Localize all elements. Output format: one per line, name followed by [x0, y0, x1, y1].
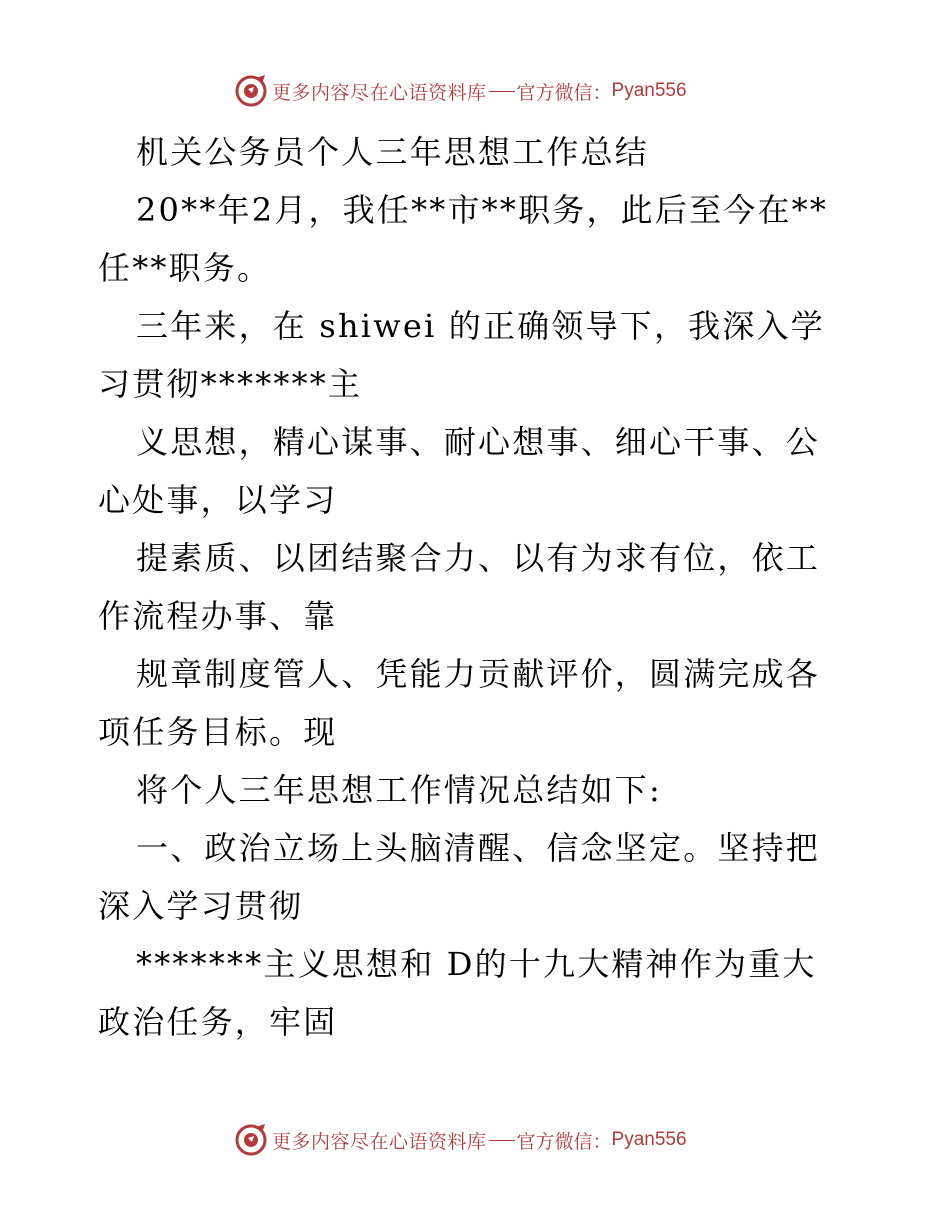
watermark-separator	[489, 91, 515, 92]
document-body	[98, 123, 850, 1051]
wechat-label: 官方微信：	[516, 81, 612, 104]
paragraph: 20**年2月，我任**市**职务，此后至今在**任**职务。	[98, 191, 829, 287]
watermark-separator	[489, 1140, 515, 1141]
footer-watermark	[234, 1122, 687, 1158]
watermark-text: 更多内容尽在心语资料库	[272, 1130, 487, 1153]
wechat-id: Pyan556	[611, 80, 687, 101]
document-title: 机关公务员个人三年思想工作总结	[136, 133, 650, 171]
wechat-id: Pyan556	[611, 1129, 687, 1150]
paragraph: *******主义思想和 D的十九大精神作为重大政治任务，牢固	[98, 945, 817, 1041]
paragraph: 一、政治立场上头脑清醒、信念坚定。坚持把深入学习贯彻	[98, 829, 821, 925]
watermark-text: 更多内容尽在心语资料库	[272, 81, 487, 104]
logo-icon	[234, 74, 268, 108]
paragraph: 义思想，精心谋事、耐心想事、细心干事、公心处事，以学习	[98, 423, 821, 519]
header-watermark	[234, 73, 687, 109]
paragraph: 将个人三年思想工作情况总结如下:	[136, 771, 662, 809]
paragraph: 规章制度管人、凭能力贡献评价，圆满完成各项任务目标。现	[98, 655, 821, 751]
wechat-label: 官方微信：	[516, 1130, 612, 1153]
logo-icon	[234, 1123, 268, 1157]
paragraph: 提素质、以团结聚合力、以有为求有位，依工作流程办事、靠	[98, 539, 821, 635]
paragraph: 三年来，在 shiwei 的正确领导下，我深入学习贯彻*******主	[98, 307, 825, 403]
